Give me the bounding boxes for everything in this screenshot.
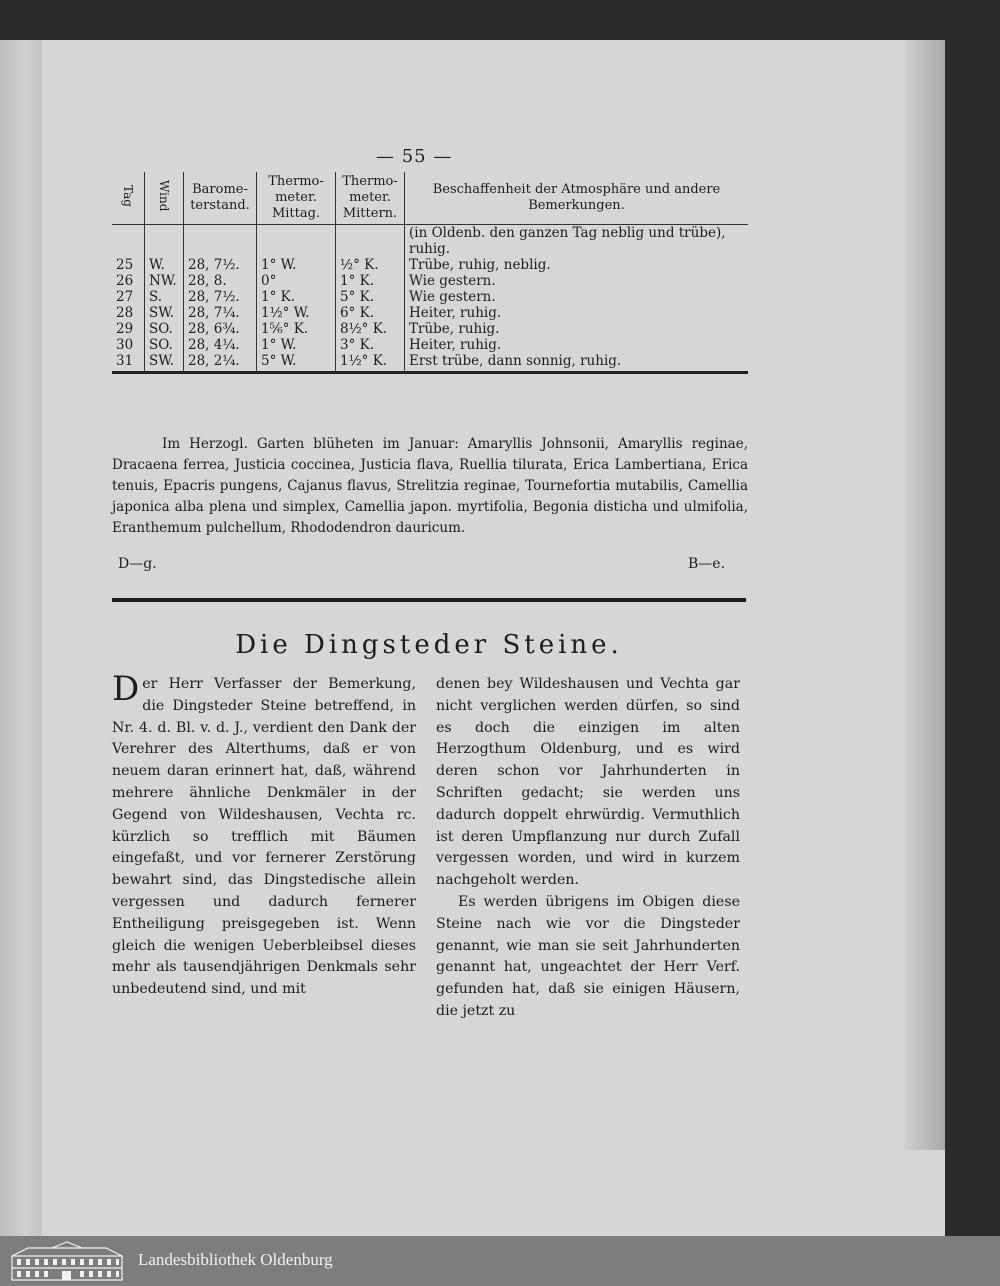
article-column-left	[112, 669, 416, 1001]
library-name: Landesbibliothek Oldenburg	[138, 1250, 333, 1269]
header-thermo-noon: Thermo-meter. Mittag.	[257, 172, 336, 225]
cell-wind: SO.	[145, 321, 184, 337]
cell-night: 5° K.	[336, 289, 405, 305]
cell-day: 26	[112, 273, 145, 289]
cell-wind: W.	[145, 257, 184, 273]
signature-left: D—g.	[118, 556, 157, 572]
cell-remark: Erst trübe, dann sonnig, ruhig.	[405, 353, 749, 373]
cell-remark: Trübe, ruhig.	[409, 321, 500, 337]
header-remarks: Beschaffenheit der Atmosphäre und andere Bemerkungen.	[405, 172, 749, 225]
cell-wind: SO.	[145, 337, 184, 353]
weather-table	[112, 172, 748, 374]
signature-right: B—e.	[688, 556, 726, 572]
cell-baro: 28, 6¾.	[184, 321, 257, 337]
header-barometer: Barome-terstand.	[184, 172, 257, 225]
cell-noon: 1° K.	[257, 289, 336, 305]
cell-baro: 28, 4¼.	[184, 337, 257, 353]
drop-cap: D	[112, 669, 140, 709]
cell-noon: 1° W.	[257, 257, 336, 273]
cell-day: 29	[112, 321, 145, 337]
cell-noon: 5° W.	[257, 353, 336, 373]
page-number: — 55 —	[376, 146, 453, 167]
cell-baro: 28, 7½.	[184, 289, 257, 305]
table-row	[112, 337, 748, 353]
remark-continuation: (in Oldenb. den ganzen Tag neblig und trübe), ruhig.	[409, 225, 726, 257]
page-edge	[905, 40, 945, 1150]
cell-night: ½° K.	[336, 257, 405, 273]
cell-day: 31	[112, 353, 145, 373]
article-text-right-2: Es werden übrigens im Obigen diese Steine nach wie vor die Dingsteder genannt, wie man sie seit Jahrhunderten genannt hat, ungeachtet der Herr Verf. gefunden hat, daß sie einigen Häusern, die jetzt zu	[436, 893, 740, 1019]
garden-note: Im Herzogl. Garten blüheten im Januar: Amaryllis Johnsonii, Amaryllis reginae, Dracaena ferrea, Justicia coccinea, Justicia flava, Ruellia tilurata, Erica Lambertiana, Erica tenuis, Epacris pungens, Cajanus flavus, Strelitzia reginae, Tournefortia mutabilis, Camellia japonica alba plena und simplex, Camellia japon. myrtifolia, Begonia disticha und ulmifolia, Eranthemum pulchellum, Rhododendron dauricum.	[112, 436, 748, 536]
table-row	[112, 289, 748, 305]
header-wind: Wind	[145, 172, 184, 225]
cell-noon: 0°	[257, 273, 336, 289]
cell-night: 6° K.	[336, 305, 405, 321]
article-title: Die Dingsteder Steine.	[235, 630, 623, 660]
cell-wind: NW.	[145, 273, 184, 289]
table-row	[112, 257, 748, 273]
section-divider	[112, 598, 746, 602]
cell-remark: Heiter, ruhig.	[409, 305, 502, 321]
library-building-icon	[8, 1240, 126, 1282]
cell-baro: 28, 7½.	[184, 257, 257, 273]
cell-noon: 1½° W.	[257, 305, 336, 321]
cell-noon: 1° W.	[257, 337, 336, 353]
article-column-right	[436, 674, 740, 1023]
header-thermo-night: Thermo-meter. Mittern.	[336, 172, 405, 225]
cell-wind: S.	[145, 289, 184, 305]
cell-night: 1½° K.	[336, 353, 405, 373]
cell-remark: Wie gestern.	[409, 289, 496, 305]
cell-night: 8½° K.	[336, 321, 405, 337]
header-tag: Tag	[112, 172, 145, 225]
cell-night: 1° K.	[336, 273, 405, 289]
cell-night: 3° K.	[336, 337, 405, 353]
cell-remark: Heiter, ruhig.	[409, 337, 502, 353]
table-row	[112, 353, 748, 373]
cell-baro: 28, 8.	[184, 273, 257, 289]
cell-day: 30	[112, 337, 145, 353]
cell-day: 25	[112, 257, 145, 273]
cell-wind: SW.	[145, 305, 184, 321]
cell-baro: 28, 2¼.	[184, 353, 257, 373]
cell-day: 27	[112, 289, 145, 305]
library-footer	[0, 1236, 1000, 1286]
article-text-left: er Herr Verfasser der Bemerkung, die Dingsteder Steine betreffend, in Nr. 4. d. Bl. v. d. J., verdient den Dank der Verehrer des Alterthums, daß er von neuem daran erinnert hat, daß, während mehrere ähnliche Denkmäler in der Gegend von Wildeshausen, Vechta rc. kürzlich so trefflich mit Bäumen eingefaßt, und vor fernerer Zerstörung bewahrt sind, das Dingstedische allein vergessen und dadurch fernerer Entheiligung preisgegeben ist. Wenn gleich die wenigen Ueberbleibsel dieses mehr als tausendjährigen Denkmals sehr unbedeutend sind, und mit	[112, 676, 416, 998]
book-spine	[0, 40, 42, 1236]
cell-baro: 28, 7¼.	[184, 305, 257, 321]
cell-noon: 1⅚° K.	[257, 321, 336, 337]
cell-wind: SW.	[145, 353, 184, 373]
table-row	[112, 321, 748, 337]
cell-remark: Trübe, ruhig, neblig.	[409, 257, 551, 273]
table-row	[112, 273, 748, 289]
table-row	[112, 305, 748, 321]
article-text-right-1: denen bey Wildeshausen und Vechta gar nicht verglichen werden dürfen, so sind es doch die einzigen im alten Herzogthum Oldenburg, und es wird deren schon vor Jahrhunderten in Schriften gedacht; sie werden uns dadurch doppelt ehrwürdig. Vermuthlich ist deren Umpflanzung nur durch Zufall vergessen worden, und wird in kurzem nachgeholt werden.	[436, 676, 740, 889]
cell-remark: Wie gestern.	[409, 273, 496, 289]
table-row-continuation	[112, 225, 748, 258]
cell-day: 28	[112, 305, 145, 321]
